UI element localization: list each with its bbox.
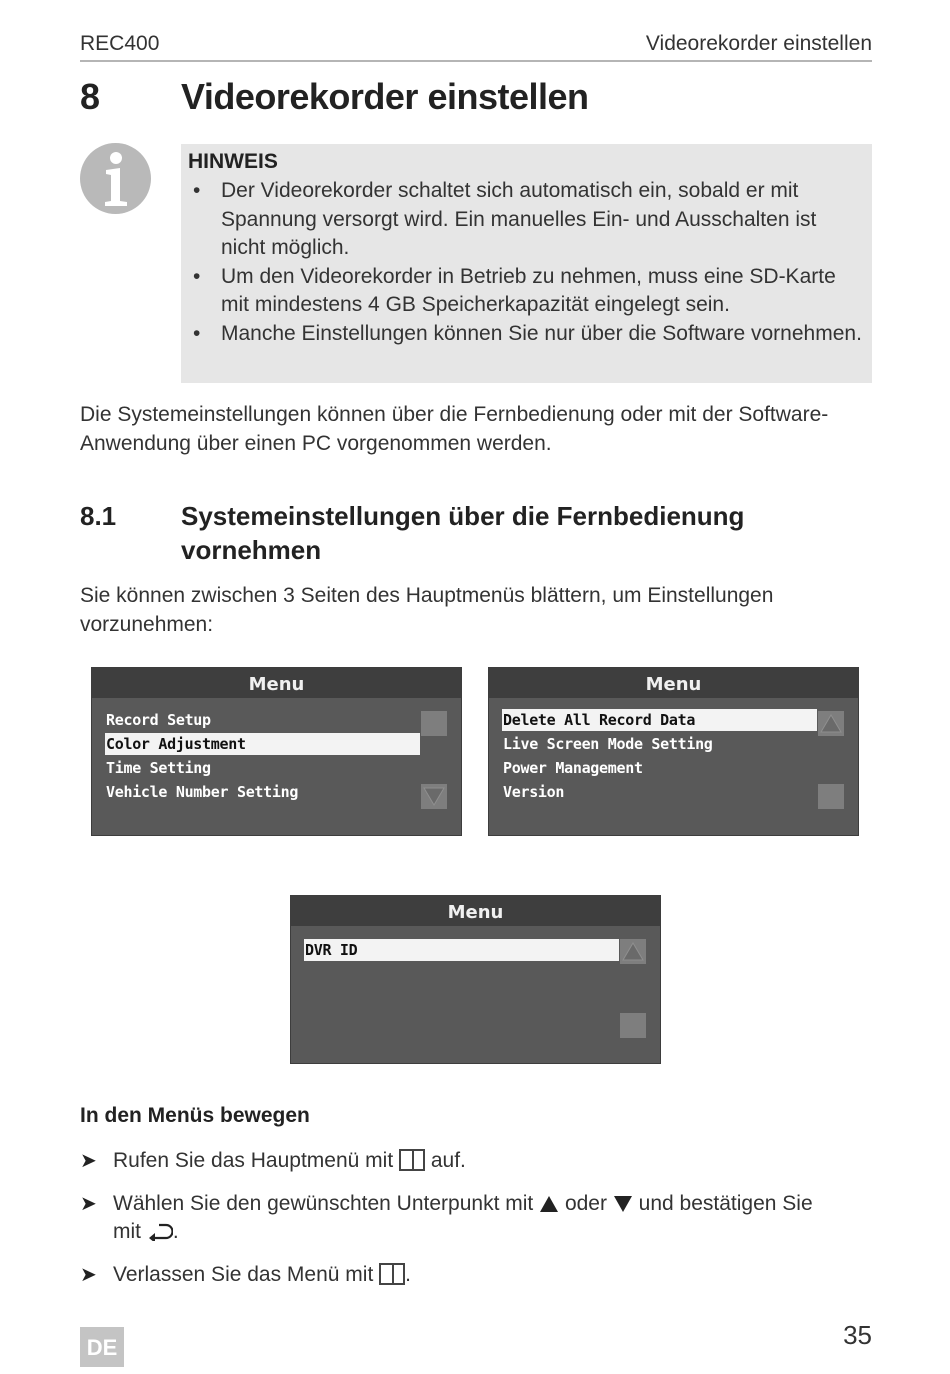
menu-item[interactable]: Live Screen Mode Setting <box>503 735 713 753</box>
intro-paragraph: Die Systemeinstellungen können über die Fernbedienung oder mit der Software-Anwendung über einen PC vorgenommen werden. <box>80 403 829 455</box>
arrow-up-icon[interactable] <box>620 939 646 964</box>
step-text: auf. <box>430 1149 466 1172</box>
arrow-up-icon[interactable] <box>818 711 844 736</box>
hint-item: • Manche Einstellungen können Sie nur über die Software vornehmen. <box>188 320 864 349</box>
step-exit-menu <box>80 1261 872 1289</box>
page-number: 35 <box>843 1320 872 1350</box>
chapter-title: Videorekorder einstellen <box>181 76 589 117</box>
menu-title: Menu <box>291 896 660 926</box>
step-text: . <box>405 1263 411 1286</box>
arrow-down-icon <box>613 1195 633 1213</box>
language-badge: DE <box>80 1327 124 1367</box>
hint-item: • Der Videorekorder schaltet sich automatisch ein, sobald er mit Spannung versorgt wird. Ein manuelles Ein- und Ausschalten ist nicht möglich. <box>188 177 864 263</box>
chapter-number: 8 <box>80 76 100 117</box>
bullet-arrow-icon: ➤ <box>80 1150 97 1172</box>
menu-item[interactable]: Record Setup <box>106 711 211 729</box>
hint-list <box>188 177 864 348</box>
step-text: oder <box>564 1192 607 1215</box>
menu-screen-page-1 <box>91 667 462 836</box>
menu-key-icon <box>379 1263 405 1285</box>
section-number: 8.1 <box>80 501 117 531</box>
navigation-heading: In den Menüs bewegen <box>80 1104 310 1127</box>
scroll-indicator-top <box>421 711 447 736</box>
step-text: und bestätigen Sie <box>638 1192 813 1215</box>
scroll-indicator-bottom <box>620 1013 646 1038</box>
hint-title: HINWEIS <box>188 150 278 173</box>
step-text: . <box>172 1220 179 1243</box>
menu-item[interactable]: Vehicle Number Setting <box>106 783 299 801</box>
menu-title: Menu <box>489 668 858 698</box>
menu-screen-page-2 <box>488 667 859 836</box>
info-icon <box>80 143 151 214</box>
arrow-down-icon[interactable] <box>421 784 447 809</box>
step-text: mit <box>113 1220 141 1243</box>
menu-item[interactable]: Time Setting <box>106 759 211 777</box>
arrow-up-icon <box>539 1195 559 1213</box>
step-text: Rufen Sie das Hauptmenü mit <box>113 1149 394 1172</box>
menu-title: Menu <box>92 668 461 698</box>
header-product: REC400 <box>80 32 160 55</box>
step-text: Wählen Sie den gewünschten Unterpunkt mit <box>113 1192 534 1215</box>
scroll-indicator-bottom <box>818 784 844 809</box>
page-header <box>80 30 872 62</box>
bullet-arrow-icon: ➤ <box>80 1264 97 1286</box>
menu-screen-page-3 <box>290 895 661 1064</box>
menu-key-icon <box>399 1149 425 1171</box>
hint-box <box>181 144 872 383</box>
menu-item-selected[interactable]: DVR ID <box>304 939 619 961</box>
step-text: Verlassen Sie das Menü mit <box>113 1263 374 1286</box>
header-section: Videorekorder einstellen <box>645 32 872 55</box>
hint-item: • Um den Videorekorder in Betrieb zu nehmen, muss eine SD-Karte mit mindestens 4 GB Speicherkapazität eingelegt sein. <box>188 263 864 320</box>
bullet-arrow-icon: ➤ <box>80 1193 97 1215</box>
section-title: Systemeinstellungen über die Fernbedienung vornehmen <box>181 501 745 565</box>
menu-item-selected[interactable]: Color Adjustment <box>105 733 420 755</box>
enter-icon <box>147 1223 173 1241</box>
section-paragraph: Sie können zwischen 3 Seiten des Hauptmenüs blättern, um Einstellungen vorzunehmen: <box>80 584 774 636</box>
menu-item[interactable]: Power Management <box>503 759 643 777</box>
step-open-menu <box>80 1147 872 1175</box>
menu-item-selected[interactable]: Delete All Record Data <box>502 709 817 731</box>
menu-item[interactable]: Version <box>503 783 565 801</box>
step-select-item <box>80 1190 872 1246</box>
